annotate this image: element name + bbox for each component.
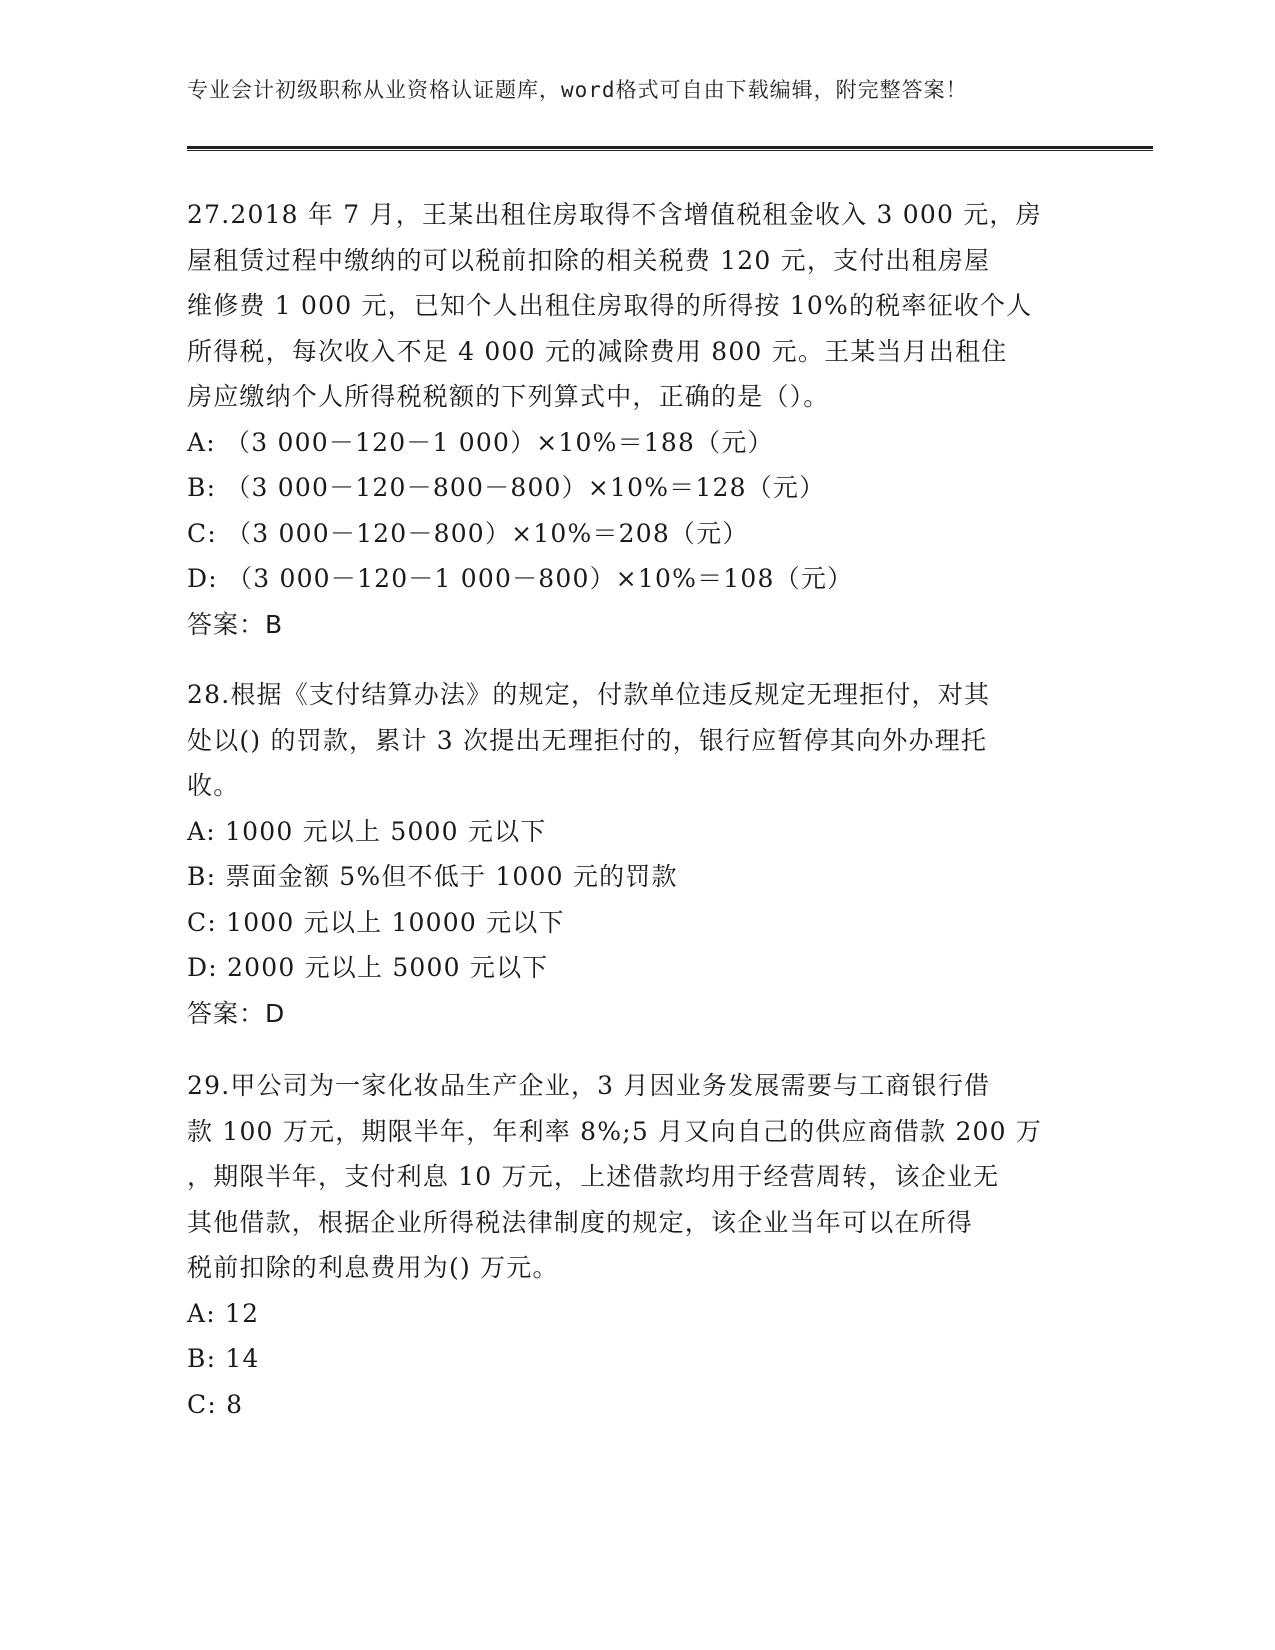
answer: 答案：D [187, 998, 286, 1028]
question-text-line: 29.甲公司为一家化妆品生产企业，3 月因业务发展需要与工商银行借 [187, 1071, 991, 1100]
option-c: C: 8 [187, 1389, 244, 1419]
header-divider [187, 146, 1153, 151]
question-29 [187, 1063, 1087, 1427]
option-a: A: （3 000－120－1 000）×10%＝188（元） [187, 427, 774, 457]
option-a: A: 12 [187, 1298, 260, 1328]
question-text-line: 维修费 1 000 元，已知个人出租住房取得的所得按 10%的税率征收个人 [187, 291, 1033, 320]
option-c: C: （3 000－120－800）×10%＝208（元） [187, 518, 749, 548]
question-text-line: 其他借款，根据企业所得税法律制度的规定，该企业当年可以在所得 [187, 1207, 974, 1237]
option-d: D: （3 000－120－1 000－800）×10%＝108（元） [187, 564, 854, 593]
question-text-line: 所得税，每次收入不足 4 000 元的减除费用 800 元。王某当月出租住 [187, 336, 1008, 366]
option-b: B: 14 [187, 1344, 260, 1373]
question-text-line: 收。 [187, 771, 240, 800]
page-header: 专业会计初级职称从业资格认证题库，word格式可自由下载编辑，附完整答案！ [187, 78, 968, 102]
option-a: A: 1000 元以上 5000 元以下 [187, 816, 547, 846]
question-28 [187, 672, 1087, 1036]
answer: 答案：B [187, 609, 284, 639]
option-d: D: 2000 元以上 5000 元以下 [187, 953, 549, 982]
question-text-line: 税前扣除的利息费用为() 万元。 [187, 1253, 559, 1282]
question-27 [187, 192, 1087, 647]
question-text-line: 款 100 万元，期限半年，年利率 8%;5 月又向自己的供应商借款 200 万 [187, 1116, 1043, 1146]
question-text-line: 处以() 的罚款，累计 3 次提出无理拒付的，银行应暂停其向外办理托 [187, 725, 988, 755]
question-text-line: ，期限半年，支付利息 10 万元，上述借款均用于经营周转，该企业无 [187, 1162, 1000, 1191]
question-text-line: 28.根据《支付结算办法》的规定，付款单位违反规定无理拒付，对其 [187, 680, 991, 709]
question-text-line: 房应缴纳个人所得税税额的下列算式中，正确的是（）。 [187, 382, 830, 411]
option-c: C: 1000 元以上 10000 元以下 [187, 907, 565, 937]
question-text-line: 屋租赁过程中缴纳的可以税前扣除的相关税费 120 元，支付出租房屋 [187, 245, 991, 275]
option-b: B: 票面金额 5%但不低于 1000 元的罚款 [187, 862, 678, 891]
question-text-line: 27.2018 年 7 月，王某出租住房取得不含增值税租金收入 3 000 元，房 [187, 200, 1042, 229]
option-b: B: （3 000－120－800－800）×10%＝128（元） [187, 473, 826, 502]
